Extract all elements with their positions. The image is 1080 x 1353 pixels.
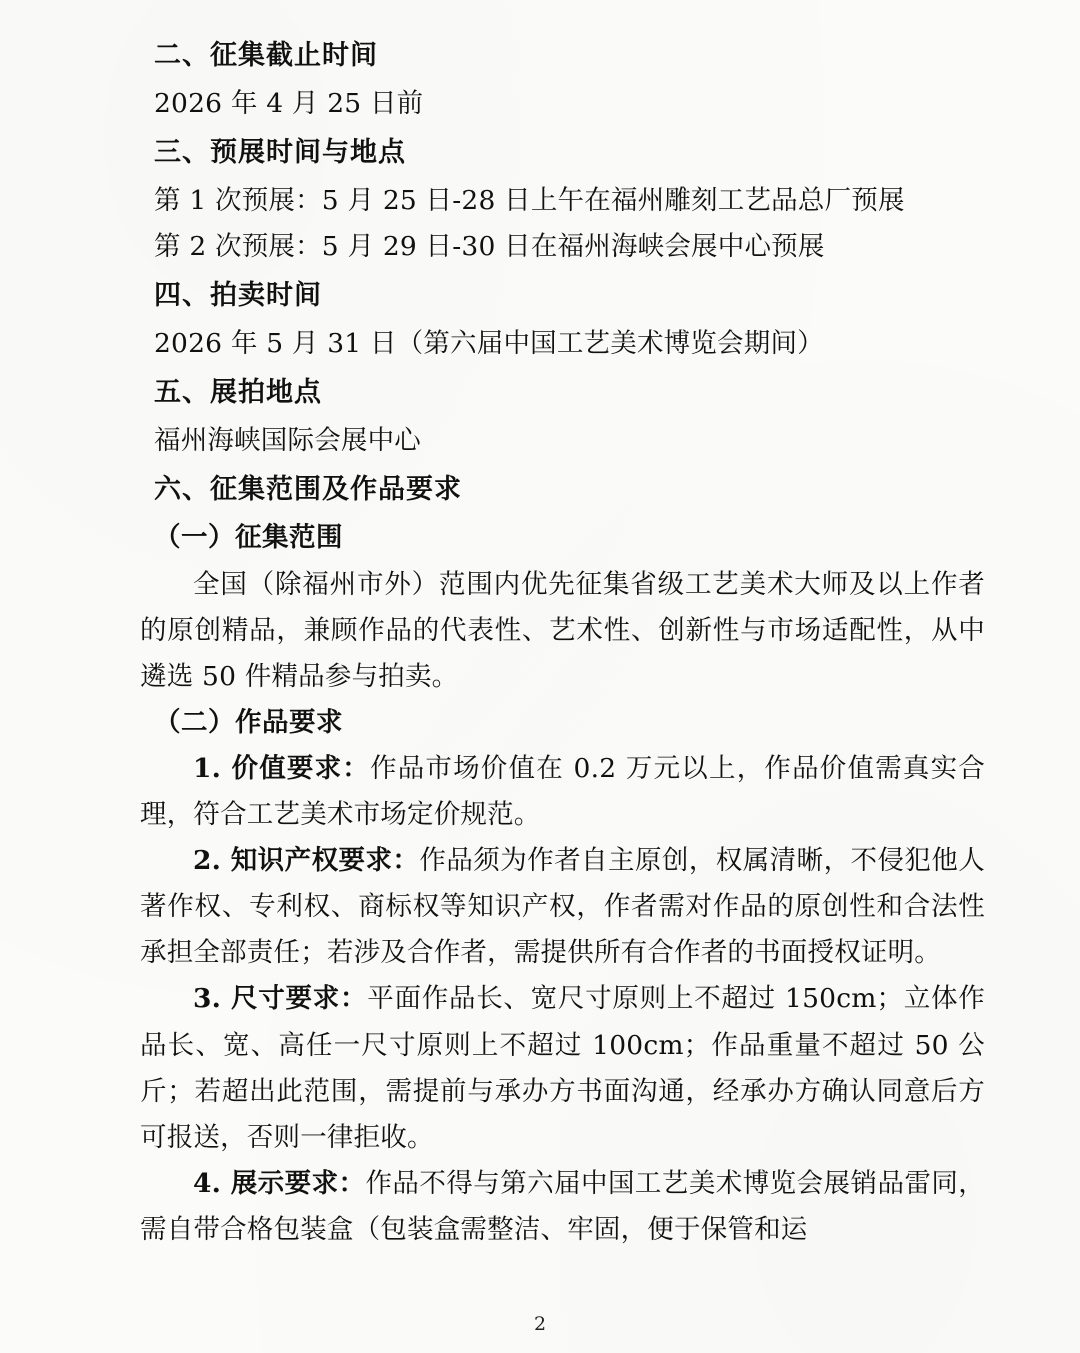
requirement-size-lead: 3. 尺寸要求： — [193, 983, 368, 1015]
requirement-intellectual-property-text: 作品须为作者自主原创，权属清晰，不侵犯他人著作权、专利权、商标权等知识产权，作者需对作品的原创性和合法性承担全部责任；若涉及合作者，需提供所有合作者的书面授权证明。 — [140, 845, 986, 969]
preview-second-line: 第 2 次预展：5 月 29 日-30 日在福州海峡会展中心预展 — [154, 231, 825, 263]
requirement-size-text: 平面作品长、宽尺寸原则上不超过 150cm；立体作品长、宽、高任一尺寸原则上不超过 100cm；作品重量不超过 50 公斤；若超出此范围，需提前与承办方书面沟通，经承办方确认同意后方可报送，否则一律拒收。 — [140, 983, 985, 1153]
venue-line: 福州海峡国际会展中心 — [154, 425, 421, 457]
preview-first-line: 第 1 次预展：5 月 25 日-28 日上午在福州雕刻工艺品总厂预展 — [154, 185, 905, 217]
section-heading-scope-requirements: 六、征集范围及作品要求 — [154, 474, 462, 506]
requirement-display — [140, 1161, 985, 1253]
page-number: 2 — [533, 1313, 547, 1335]
scope-paragraph-text: 全国（除福州市外）范围内优先征集省级工艺美术大师及以上作者的原创精品，兼顾作品的代表性、艺术性、创新性与市场适配性，从中遴选 50 件精品参与拍卖。 — [140, 568, 985, 692]
requirement-intellectual-property-lead: 2. 知识产权要求： — [193, 845, 420, 877]
requirement-value — [140, 746, 985, 838]
requirement-size — [140, 976, 985, 1160]
requirement-value-text: 作品市场价值在 0.2 万元以上，作品价值需真实合理，符合工艺美术市场定价规范。 — [140, 752, 985, 831]
section-heading-auction-time: 四、拍卖时间 — [154, 280, 322, 312]
subsection-heading-work-requirements: （二）作品要求 — [154, 706, 343, 738]
requirement-value-lead: 1. 价值要求： — [193, 752, 370, 784]
scope-paragraph — [140, 562, 985, 700]
subsection-heading-scope: （一）征集范围 — [154, 522, 343, 554]
deadline-date-line: 2026 年 4 月 25 日前 — [154, 87, 424, 119]
section-heading-deadline: 二、征集截止时间 — [154, 40, 378, 71]
requirement-intellectual-property — [140, 838, 985, 976]
auction-date-line: 2026 年 5 月 31 日（第六届中国工艺美术博览会期间） — [154, 328, 824, 360]
section-heading-preview: 三、预展时间与地点 — [154, 137, 406, 169]
document-body — [140, 33, 985, 1253]
requirement-display-lead: 4. 展示要求： — [193, 1167, 366, 1199]
section-heading-venue: 五、展拍地点 — [154, 377, 322, 409]
requirement-display-text: 作品不得与第六届中国工艺美术博览会展销品雷同，需自带合格包装盒（包装盒需整洁、牢固，便于保管和运 — [140, 1167, 985, 1246]
